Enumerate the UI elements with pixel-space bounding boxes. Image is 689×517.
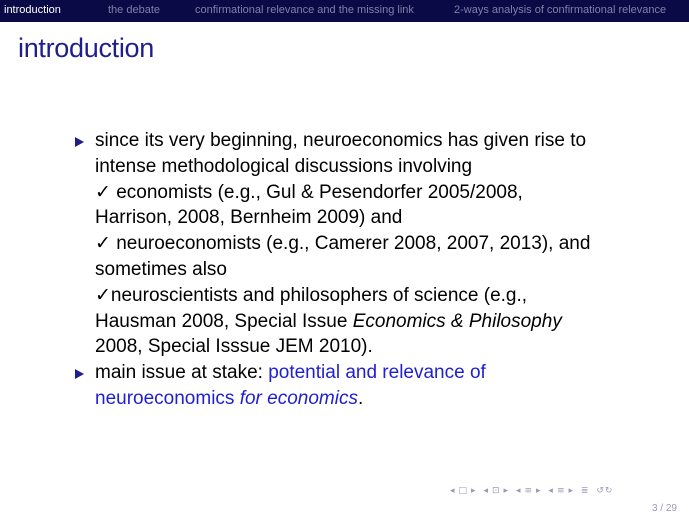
text-line: intense methodological discussions involving	[95, 155, 473, 177]
bullet-item	[72, 360, 652, 412]
text-line: sometimes also	[95, 258, 227, 280]
text-line: ✓ neuroeconomists (e.g., Camerer 2008, 2007, 2013), and	[95, 233, 591, 255]
slide-title: introduction	[18, 33, 154, 63]
nav-next-subsection-icon[interactable]: ▸	[503, 486, 510, 496]
nav-next-toc-icon[interactable]: ▸	[568, 486, 575, 496]
triangle-bullet-icon	[75, 369, 84, 379]
nav-next-section-icon[interactable]: ▸	[536, 486, 542, 496]
emphasized-text: for economics	[239, 387, 358, 409]
nav-frame-icon[interactable]: □	[458, 486, 469, 496]
nav-confirmational-relevance[interactable]: confirmational relevance and the missing link	[195, 4, 414, 16]
nav-search-icon[interactable]: ↺↻	[596, 486, 614, 496]
nav-prev-frame-icon[interactable]: ◂	[450, 486, 456, 496]
nav-toc-icon[interactable]: ≡	[556, 486, 566, 496]
text-fragment: Hausman 2008, Special Issue	[95, 310, 353, 332]
nav-introduction[interactable]: introduction	[4, 4, 61, 16]
highlighted-text: neuroeconomics	[95, 387, 240, 409]
journal-name: Economics & Philosophy	[352, 310, 562, 332]
page-number: 3 / 29	[651, 503, 677, 514]
text-fragment: .	[357, 387, 364, 409]
nav-prev-subsection-icon[interactable]: ◂	[483, 486, 489, 496]
text-line: since its very beginning, neuroeconomics has given rise to	[95, 130, 587, 151]
highlighted-text: potential and relevance of	[268, 362, 486, 384]
text-line: Harrison, 2008, Bernheim 2009) and	[95, 207, 403, 229]
text-line	[95, 309, 652, 335]
text-line: ✓neuroscientists and philosophers of science (e.g.,	[95, 284, 528, 306]
triangle-bullet-icon	[75, 137, 84, 147]
nav-2-ways-analysis[interactable]: 2-ways analysis of confirmational relevance	[454, 4, 667, 16]
text-line	[95, 360, 652, 386]
text-line: ✓ economists (e.g., Gul & Pesendorfer 2005/2008,	[95, 181, 523, 203]
nav-the-debate[interactable]: the debate	[108, 4, 160, 16]
slide-content	[72, 128, 652, 412]
bullet-item	[72, 128, 652, 360]
nav-align-icon[interactable]: ≣	[580, 486, 590, 496]
nav-prev-section-icon[interactable]: ◂	[515, 486, 522, 496]
nav-prev-toc-icon[interactable]: ◂	[548, 486, 554, 496]
beamer-navigation-symbols	[450, 486, 616, 496]
nav-subsection-icon[interactable]: ⊡	[491, 486, 501, 496]
nav-section-icon[interactable]: ≡	[524, 486, 534, 496]
text-line: 2008, Special Isssue JEM 2010).	[95, 336, 373, 358]
nav-next-frame-icon[interactable]: ▸	[471, 486, 477, 496]
text-fragment: main issue at stake:	[95, 362, 269, 384]
top-navigation-bar	[0, 0, 689, 22]
text-line	[95, 386, 652, 412]
